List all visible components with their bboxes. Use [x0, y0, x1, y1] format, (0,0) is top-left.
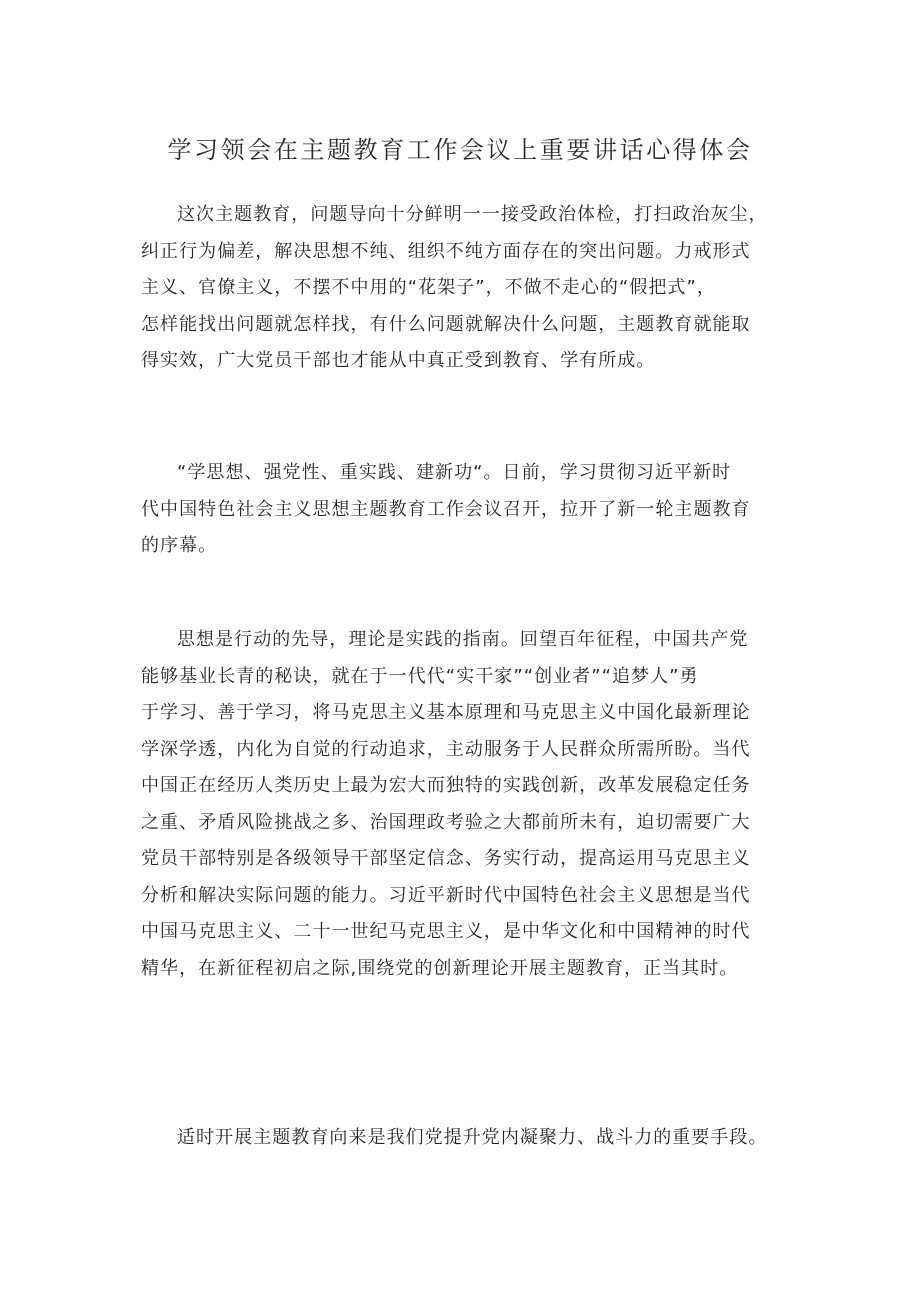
paragraph-line: 适时开展主题教育向来是我们党提升党内凝聚力、战斗力的重要手段。: [177, 1127, 768, 1148]
paragraph-line: 的序幕。: [141, 535, 218, 556]
document-title: 学习领会在主题教育工作会议上重要讲话心得体会: [167, 136, 753, 164]
paragraph-line: 得实效，广大党员干部也才能从中真正受到教育、学有所成。: [141, 350, 656, 371]
paragraph-2: [141, 455, 791, 565]
paragraph-line: 纠正行为偏差，解决思想不纯、组织不纯方面存在的突出问题。力戒形式: [141, 240, 751, 262]
paragraph-line: 分析和解决实际问题的能力。习近平新时代中国特色社会主义思想是当代: [141, 884, 751, 906]
paragraph-line: 于学习、善于学习，将马克思主义基本原理和马克思主义中国化最新理论: [141, 702, 751, 723]
paragraph-line: 党员干部特别是各级领导干部坚定信念、务实行动，提高运用马克思主义: [141, 848, 751, 869]
paragraph-line: 这次主题教育，问题导向十分鲜明一一接受政治体检，打扫政治灰尘，: [177, 204, 768, 225]
paragraph-line: 主义、官僚主义，不摆不中用的“花架子”，不做不走心的“假把式”，: [141, 277, 716, 298]
paragraph-line: 思想是行动的先导，理论是实践的指南。回望百年征程，中国共产党: [177, 629, 749, 650]
paragraph-3: [141, 622, 791, 987]
paragraph-1: [141, 197, 791, 380]
paragraph-line: “学思想、强党性、重实践、建新功“。日前，学习贯彻习近平新时: [177, 462, 732, 483]
paragraph-line: 精华，在新征程初启之际,围绕党的创新理论开展主题教育，正当其时。: [141, 957, 739, 979]
paragraph-line: 能够基业长青的秘诀，就在于一代代“实干家”“创业者”“追梦人”勇: [141, 665, 699, 687]
paragraph-line: 之重、矛盾风险挑战之多、治国理政考验之大都前所未有，迫切需要广大: [141, 811, 751, 833]
paragraph-line: 代中国特色社会主义思想主题教育工作会议召开，拉开了新一轮主题教育: [141, 498, 751, 520]
paragraph-line: 中国正在经历人类历史上最为宏大而独特的实践创新，改革发展稳定任务: [141, 775, 751, 796]
paragraph-line: 怎样能找出问题就怎样找，有什么问题就解决什么问题，主题教育就能取: [141, 313, 751, 335]
paragraph-4: [141, 1120, 791, 1157]
paragraph-line: 中国马克思主义、二十一世纪马克思主义，是中华文化和中国精神的时代: [141, 921, 751, 942]
paragraph-line: 学深学透，内化为自觉的行动追求，主动服务于人民群众所需所盼。当代: [141, 738, 751, 760]
